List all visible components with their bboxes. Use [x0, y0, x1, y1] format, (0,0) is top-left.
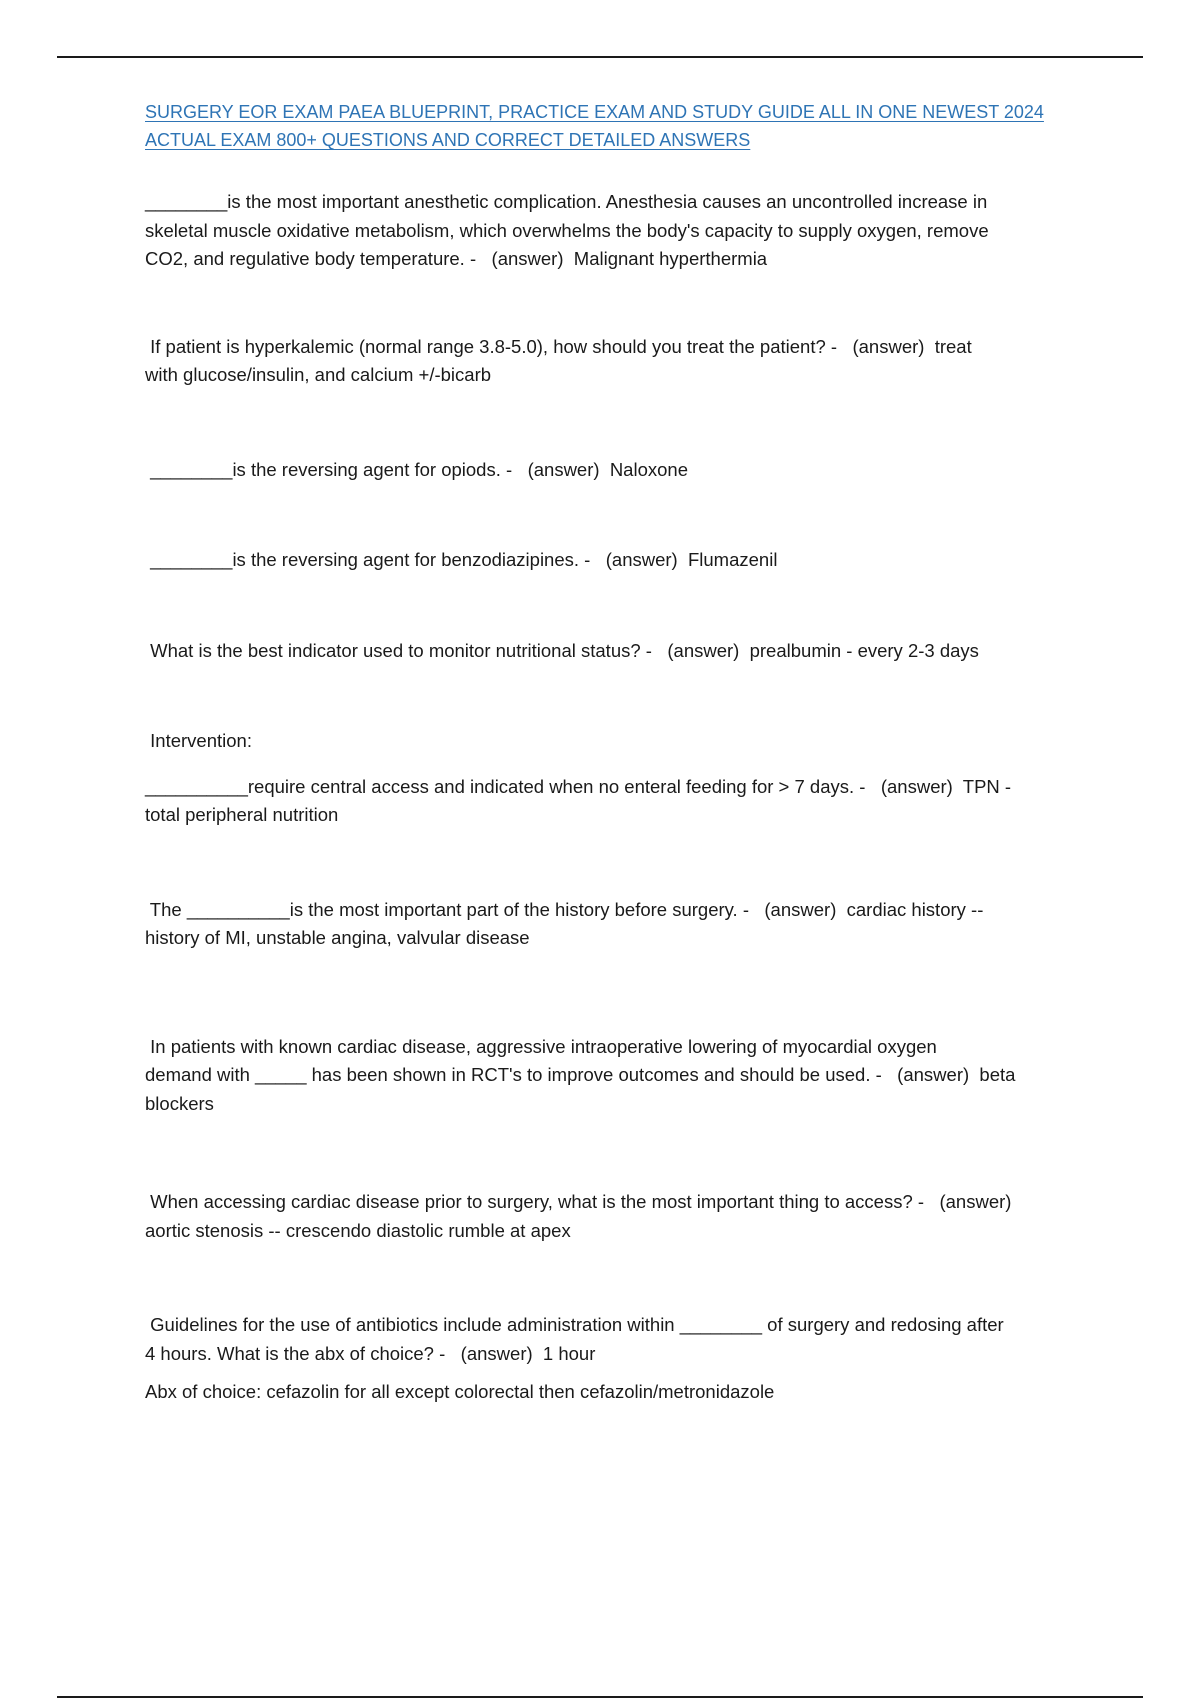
header-rule — [57, 56, 1143, 58]
footer-rule — [57, 1696, 1143, 1698]
qa-item-malignant-hyperthermia — [145, 188, 1095, 274]
qa-item-hyperkalemia — [145, 333, 1095, 390]
text-line: What is the best indicator used to monitor nutritional status? - (answer) prealbumin - every 2-3 days — [145, 639, 979, 661]
text-line: Abx of choice: cefazolin for all except colorectal then cefazolin/metronidazole — [145, 1381, 775, 1402]
qa-item-naloxone — [145, 456, 1095, 485]
text-line: When accessing cardiac disease prior to surgery, what is the most important thing to access? - (answer) — [145, 1191, 1012, 1212]
text-line: __________require central access and indicated when no enteral feeding for > 7 days. - (answer) TPN - — [145, 775, 1012, 797]
qa-item-aortic-stenosis — [145, 1188, 1095, 1245]
text-line: 4 hours. What is the abx of choice? - (answer) 1 hour — [145, 1342, 596, 1364]
text-line: In patients with known cardiac disease, aggressive intraoperative lowering of myocardial oxygen — [145, 1035, 937, 1057]
qa-item-flumazenil — [145, 546, 1095, 575]
abx-of-choice-note — [145, 1378, 1095, 1407]
qa-item-beta-blockers — [145, 1033, 1095, 1119]
text-line: blockers — [145, 1092, 214, 1114]
text-line: Intervention: — [145, 730, 252, 751]
qa-item-antibiotics — [145, 1311, 1095, 1368]
text-line: The __________is the most important part of the history before surgery. - (answer) cardiac history -- — [145, 898, 984, 920]
text-line: ________is the most important anesthetic complication. Anesthesia causes an uncontrolled increase in — [145, 191, 988, 212]
title-line: ACTUAL EXAM 800+ QUESTIONS AND CORRECT DETAILED ANSWERS — [145, 130, 751, 150]
text-line: Guidelines for the use of antibiotics include administration within ________ of surgery and redosing after — [145, 1314, 1004, 1335]
text-line: ________is the reversing agent for benzodiazipines. - (answer) Flumazenil — [145, 549, 778, 570]
qa-item-cardiac-history — [145, 896, 1095, 953]
qa-item-nutritional-status — [145, 637, 1095, 666]
document-page — [145, 98, 1095, 1407]
text-line: demand with _____ has been shown in RCT's to improve outcomes and should be used. - (answer) beta — [145, 1064, 1016, 1085]
section-heading-intervention — [145, 727, 1095, 756]
text-line: If patient is hyperkalemic (normal range 3.8-5.0), how should you treat the patient? - (answer) treat — [145, 335, 972, 357]
text-line: with glucose/insulin, and calcium +/-bicarb — [145, 364, 492, 385]
text-line: aortic stenosis -- crescendo diastolic rumble at apex — [145, 1219, 571, 1241]
title-line: SURGERY EOR EXAM PAEA BLUEPRINT, PRACTICE EXAM AND STUDY GUIDE ALL IN ONE NEWEST 2024 — [145, 102, 1044, 122]
text-line: CO2, and regulative body temperature. - (answer) Malignant hyperthermia — [145, 248, 768, 269]
text-line: history of MI, unstable angina, valvular disease — [145, 927, 530, 948]
text-line: total peripheral nutrition — [145, 804, 339, 825]
document-title-link[interactable] — [145, 98, 1095, 154]
qa-item-tpn — [145, 773, 1095, 830]
text-line: skeletal muscle oxidative metabolism, which overwhelms the body's capacity to supply oxygen, remove — [145, 219, 989, 241]
text-line: ________is the reversing agent for opiods. - (answer) Naloxone — [145, 458, 688, 480]
